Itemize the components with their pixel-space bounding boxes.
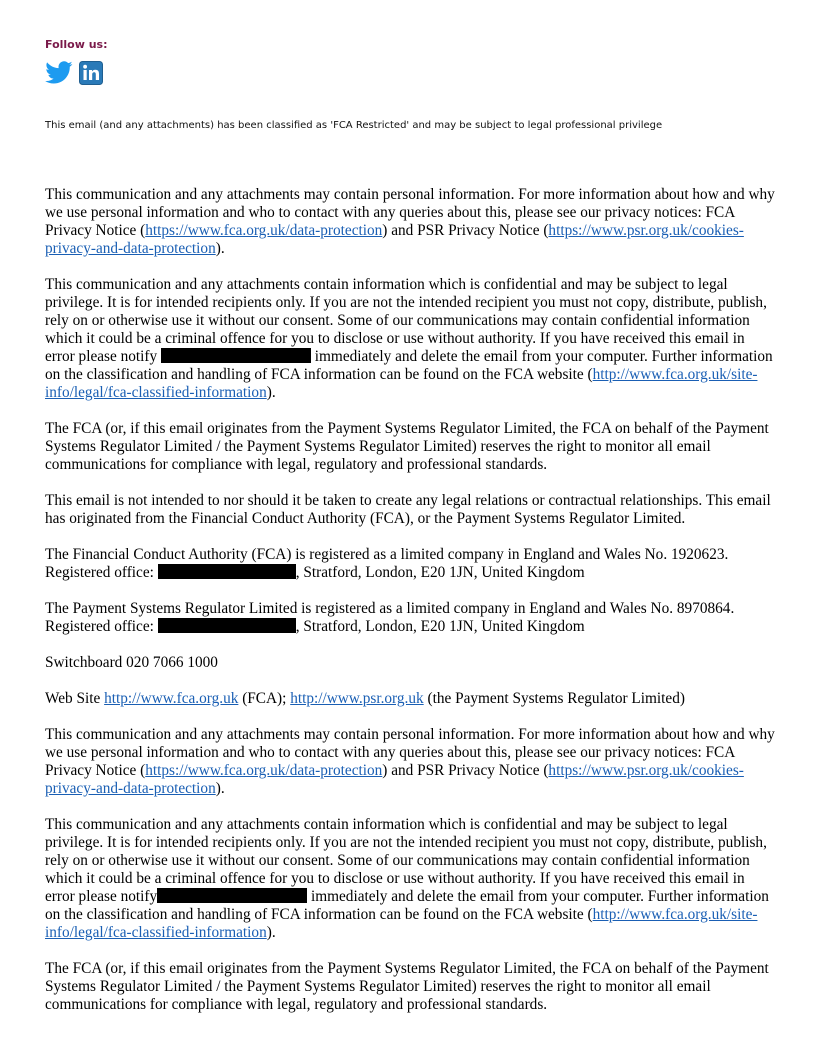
registered-office-label: Registered office: [45,618,158,635]
confidentiality-text: immediately and delete the email from your computer. Further information on the classification and handling of FCA information can be found on the FCA website ( [45,348,773,383]
email-disclaimer [45,186,775,1032]
confidentiality-text: immediately and delete the email from your computer. Further information on the classification and handling of FCA information can be found on the FCA website ( [45,888,769,923]
linkedin-icon [79,61,103,85]
fca-website-link[interactable]: http://www.fca.org.uk [104,690,239,707]
registered-office-label: Registered office: [45,564,158,581]
registration-text: The Payment Systems Regulator Limited is registered as a limited company in England and Wales No. 8970864. [45,600,735,617]
confidentiality-text: ). [266,924,276,941]
website-text: (FCA); [238,690,291,707]
registered-office-text: , Stratford, London, E20 1JN, United Kingdom [295,618,585,635]
privacy-text: ) and PSR Privacy Notice ( [382,222,549,239]
confidentiality-text: This communication and any attachments contain information which is confidential and may be subject to legal privilege. It is for intended recipients only. If you are not the intended recipient you must not copy, distribute, publish, rely on or otherwise use it without our consent. Some of our communications may contain confidential information which it could be a criminal offence for you to disclose or use without authority. If you have received this email in error please notify [45,276,767,365]
registered-office-text: , Stratford, London, E20 1JN, United Kingdom [295,564,585,581]
fca-classified-info-link[interactable]: http://www.fca.org.uk/site-info/legal/fca-classified-information [45,366,758,401]
confidentiality-text: ). [266,384,276,401]
classification-notice: This email (and any attachments) has been classified as 'FCA Restricted' and may be subject to legal professional privilege [45,120,663,131]
monitoring-paragraph: The FCA (or, if this email originates from the Payment Systems Regulator Limited, the FCA on behalf of the Payment Systems Regulator Limited / the Payment Systems Regulator Limited) reserves the right to monitor all email communications for compliance with legal, regulatory and professional standards. [45,420,769,473]
website-paragraph [45,690,775,708]
website-text: (the Payment Systems Regulator Limited) [423,690,685,707]
privacy-notice-paragraph [45,726,775,798]
fca-classified-info-link[interactable]: http://www.fca.org.uk/site-info/legal/fca-classified-information [45,906,758,941]
monitoring-paragraph: The FCA (or, if this email originates from the Payment Systems Regulator Limited, the FCA on behalf of the Payment Systems Regulator Limited / the Payment Systems Regulator Limited) reserves the right to monitor all email communications for compliance with legal, regulatory and professional standards. [45,960,769,1013]
privacy-text: ). [215,780,225,797]
switchboard-paragraph: Switchboard 020 7066 1000 [45,654,218,671]
psr-registration-paragraph [45,600,775,636]
legal-relations-paragraph: This email is not intended to nor should it be taken to create any legal relations or contractual relationships. This email has originated from the Financial Conduct Authority (FCA), or the Payment Systems Regulator Limited. [45,492,771,527]
confidentiality-paragraph [45,276,775,402]
twitter-icon [45,61,73,85]
redacted-email [157,888,307,903]
social-links [45,61,103,85]
confidentiality-paragraph [45,816,775,942]
follow-us-label: Follow us: [45,38,108,51]
privacy-text: This communication and any attachments may contain personal information. For more information about how and why we use personal information and who to contact with any queries about this, please see our privacy notices: FCA Privacy Notice ( [45,186,775,239]
confidentiality-text: This communication and any attachments contain information which is confidential and may be subject to legal privilege. It is for intended recipients only. If you are not the intended recipient you must not copy, distribute, publish, rely on or otherwise use it without our consent. Some of our communications may contain confidential information which it could be a criminal offence for you to disclose or use without authority. If you have received this email in error please notify [45,816,767,905]
registration-text: The Financial Conduct Authority (FCA) is registered as a limited company in England and Wales No. 1920623. [45,546,729,563]
linkedin-link[interactable] [79,61,103,85]
website-label: Web Site [45,690,105,707]
redacted-address [158,564,296,579]
privacy-text: This communication and any attachments may contain personal information. For more information about how and why we use personal information and who to contact with any queries about this, please see our privacy notices: FCA Privacy Notice ( [45,726,775,779]
privacy-text: ) and PSR Privacy Notice ( [382,762,549,779]
privacy-text: ). [215,240,225,257]
fca-privacy-link[interactable]: https://www.fca.org.uk/data-protection [145,222,383,239]
fca-registration-paragraph [45,546,775,582]
redacted-address [158,618,296,633]
fca-privacy-link[interactable]: https://www.fca.org.uk/data-protection [145,762,383,779]
psr-website-link[interactable]: http://www.psr.org.uk [290,690,424,707]
privacy-notice-paragraph [45,186,775,258]
twitter-link[interactable] [45,61,73,85]
redacted-email [161,348,311,363]
psr-privacy-link[interactable]: https://www.psr.org.uk/cookies-privacy-and-data-protection [45,222,744,257]
psr-privacy-link[interactable]: https://www.psr.org.uk/cookies-privacy-and-data-protection [45,762,744,797]
